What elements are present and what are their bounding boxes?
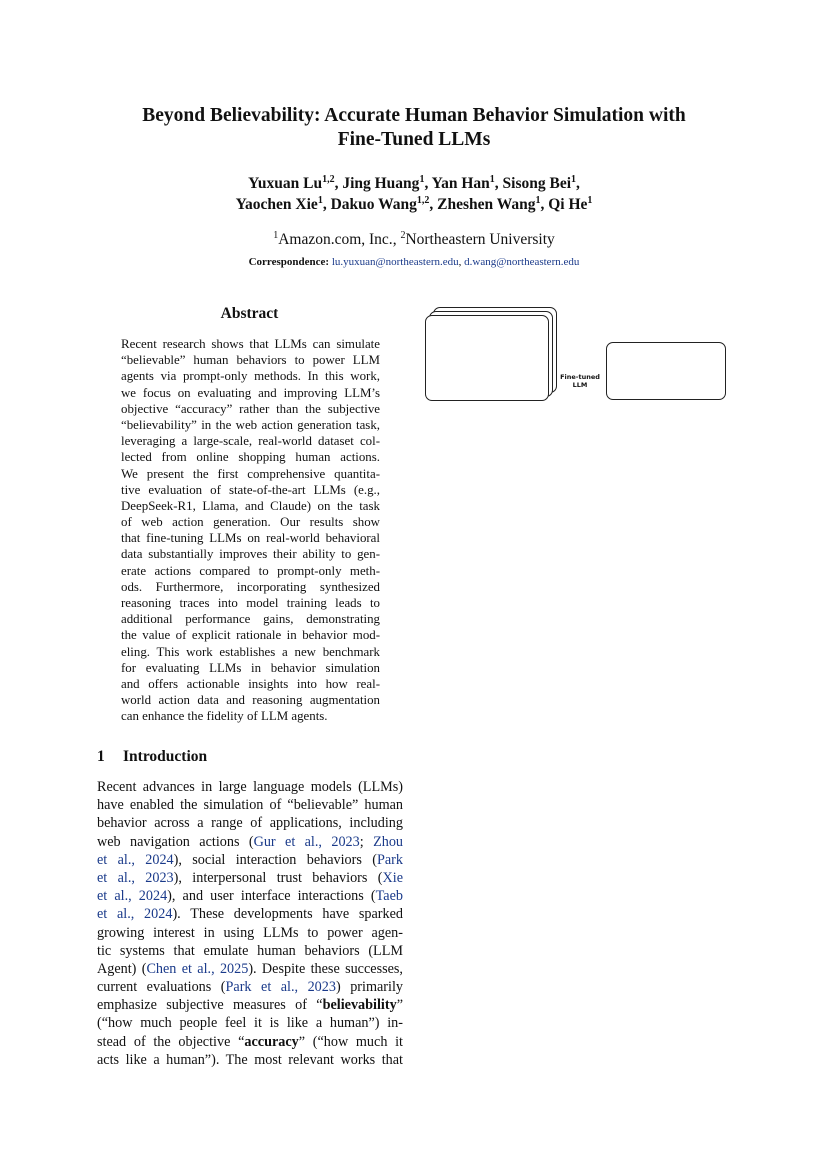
intro-text: ; [359,833,374,850]
email-link[interactable]: lu.yuxuan@northeastern.edu [331,256,459,268]
author-affiliation-marker: 1 [535,195,541,206]
affiliation-number: 1 [273,230,279,241]
abstract-line: “believable” human behaviors to power LLM [121,353,380,368]
author-affiliation-marker: 1,2 [322,174,335,185]
abstract-line: agents via prompt-only methods. In this work, [121,369,380,384]
affiliation-name: Northeastern University [405,231,555,248]
intro-line [97,887,403,905]
citation-link[interactable]: Zhou [373,833,404,850]
paper-title [0,104,828,152]
intro-text: ” (“how much it [298,1033,403,1050]
intro-text: growing interest in using LLMs to power agen- [97,924,403,941]
intro-text: acts like a human”). The most relevant works that [97,1051,403,1068]
intro-line [97,942,403,960]
intro-line [97,1033,403,1051]
intro-line [97,833,403,851]
abstract-line: “believability” in the web action generation task, [121,417,380,432]
intro-text: ), and user interface interactions ( [167,888,376,905]
author-affiliation-marker: 1 [571,174,577,185]
abstract-line: of web action generation. Our results show [121,515,380,530]
citation-link[interactable]: Gur et al., 2023 [253,833,360,850]
intro-text: ). These developments have sparked [172,906,403,923]
intro-text: ), interpersonal trust behaviors ( [173,869,383,886]
author-name: Yan Han [431,175,490,192]
abstract-line: leveraging a large-scale, real-world dataset col- [121,434,380,449]
intro-text: behavior across a range of applications, including [97,815,403,832]
intro-text: stead of the objective “ [97,1033,245,1050]
author-affiliation-marker: 1 [489,174,495,185]
author-affiliation-marker: 1 [317,195,323,206]
abstract-line: world action data and reasoning augmentation [121,693,380,708]
author-affiliation-marker: 1 [419,174,425,185]
affiliation-number: 2 [400,230,406,241]
figure-label [555,373,605,389]
intro-text: tic systems that emulate human behaviors (LLM [97,942,403,959]
author-name: Yaochen Xie [235,196,318,213]
author-name: Zheshen Wang [437,196,536,213]
abstract-line: ods. Furthermore, incorporating synthesized [121,579,380,594]
abstract-line: erate actions compared to prompt-only meth- [121,563,380,578]
figure-label-line-2: LLM [572,381,588,389]
affiliations: $^1$Amazon.com, Inc., $^2$Northeastern University [273,230,555,248]
author-line: Yaochen Xie$^1$, Dakuo Wang$^{1,2}$, Zheshen Wang$^1$, Qi He$^1$ [235,195,593,213]
intro-line [97,960,403,978]
section-heading [97,748,207,766]
abstract-heading: Abstract [220,305,279,322]
section-number: 1 [97,748,105,765]
abstract-line: We present the first comprehensive quantita- [121,466,380,481]
citation-link[interactable]: Taeb [375,888,403,905]
citation-link[interactable]: Park et al., 2023 [225,979,336,996]
author-affiliation-marker: 1 [587,195,593,206]
citation-link[interactable]: Xie [382,869,403,886]
output-card [606,342,726,400]
abstract-line: we focus on evaluating and improving LLM’s [121,385,380,400]
abstract-line: the value of explicit rationale in behavior mod- [121,628,380,643]
abstract-line: eling. This work establishes a new benchmark [121,644,380,659]
author-name: Qi He [548,196,588,213]
intro-text: current evaluations ( [97,979,226,996]
intro-text: emphasize subjective measures of “ [97,997,323,1014]
intro-line [97,869,403,887]
intro-line [97,905,403,923]
introduction-body [97,778,403,1069]
author-name: Yuxuan Lu [248,175,323,192]
abstract-line: can enhance the fidelity of LLM agents. [121,709,328,724]
correspondence-label: Correspondence: [248,256,330,268]
intro-text: have enabled the simulation of “believable” human [97,797,403,814]
author-name: Dakuo Wang [330,196,417,213]
abstract-line: and offers actionable insights into how real- [121,676,380,691]
intro-line [97,814,403,832]
intro-line [97,996,403,1014]
abstract-line: for evaluating LLMs in behavior simulation [121,660,380,675]
citation-link[interactable]: et al., 2023 [97,869,174,886]
intro-text: ). Despite these successes, [248,960,403,977]
figure-label-line-1: Fine-tuned [560,373,600,381]
abstract-line: tive evaluation of state-of-the-art LLMs (e.g., [121,482,380,497]
citation-link[interactable]: et al., 2024 [97,906,173,923]
abstract-line: that fine-tuning LLMs on real-world behavioral [121,531,380,546]
emphasis-text: believability [322,997,397,1014]
author-line: Yuxuan Lu$^{1,2}$, Jing Huang$^1$, Yan Han$^1$, Sisong Bei$^1$, [248,174,580,192]
author-name: Jing Huang [342,175,420,192]
citation-link[interactable]: Park [376,851,403,868]
intro-text: ” [396,997,403,1014]
citation-link[interactable]: Chen et al., 2025 [146,960,249,977]
affiliation-name: Amazon.com, Inc. [278,231,393,248]
author-name: Sisong Bei [502,175,572,192]
intro-text: Agent) ( [97,960,147,977]
abstract-line: DeepSeek-R1, Llama, and Claude) on the task [121,498,380,513]
abstract-line: data substantially improves their ability to gen- [121,547,380,562]
intro-line [97,1014,403,1032]
author-list [0,173,828,215]
abstract-line: lected from online shopping human actions. [121,450,380,465]
intro-line [97,978,403,996]
intro-text: (“how much people feel it is like a human”) in- [97,1015,403,1032]
section-title: Introduction [123,748,208,765]
intro-text: ) primarily [335,979,403,996]
abstract-line: objective “accuracy” rather than the subjective [121,401,380,416]
email-link[interactable]: d.wang@northeastern.edu [464,256,580,268]
abstract-line: additional performance gains, demonstrating [121,612,380,627]
citation-link[interactable]: et al., 2024 [97,888,168,905]
intro-line [97,778,403,796]
intro-line [97,851,403,869]
correspondence: Correspondence: lu.yuxuan@northeastern.edu, d.wang@northeastern.edu [248,256,580,268]
input-card-front [425,315,549,401]
author-affiliation-marker: 1,2 [416,195,430,206]
paper-title-line-2: Fine-Tuned LLMs [337,129,491,150]
intro-line [97,924,403,942]
intro-text: Recent advances in large language models (LLMs) [97,779,403,795]
abstract-line: reasoning traces into model training leads to [121,596,380,610]
intro-line [97,1051,403,1069]
citation-link[interactable]: et al., 2024 [97,851,174,868]
abstract-line: Recent research shows that LLMs can simulate [121,337,380,351]
abstract-body [121,336,380,725]
paper-title-line-1: Beyond Believability: Accurate Human Behavior Simulation with [142,105,686,126]
intro-line [97,796,403,814]
intro-text: web navigation actions ( [97,833,254,850]
emphasis-text: accuracy [244,1033,299,1050]
intro-text: ), social interaction behaviors ( [173,851,377,868]
